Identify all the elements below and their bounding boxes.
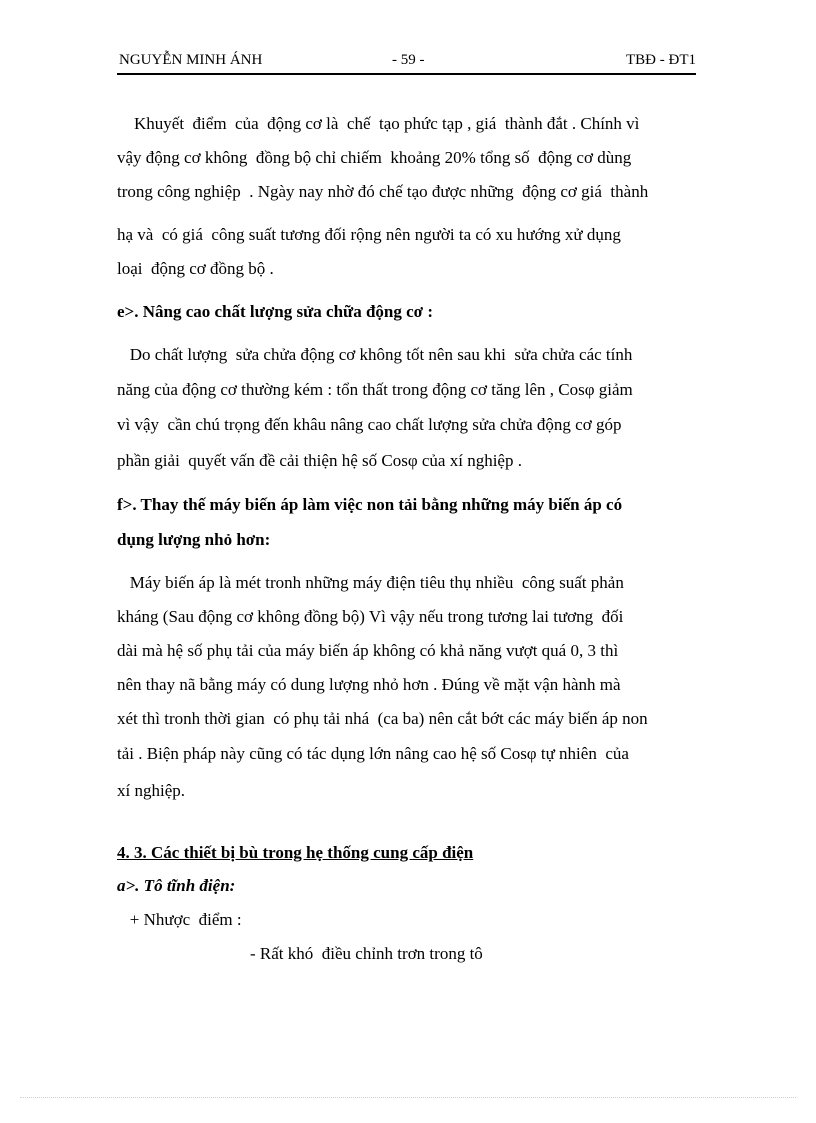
para3-line-5: xét thì tronh thời gian có phụ tải nhá (ca ba) nên cắt bớt các máy biến áp non — [117, 709, 648, 728]
header-author: NGUYỄN MINH ÁNH — [119, 52, 263, 68]
header-rule — [117, 73, 696, 75]
para3-line-1: Máy biến áp là mét tronh những máy điện tiêu thụ nhiều công suất phản — [117, 573, 624, 592]
para3-line-6: tải . Biện pháp này cũng có tác dụng lớn nâng cao hệ số Cosφ tự nhiên của — [117, 744, 629, 763]
para2-line-1: Do chất lượng sửa chửa động cơ không tốt nên sau khi sửa chửa các tính — [117, 345, 633, 364]
section-title: 4. 3. Các thiết bị bù trong hẹ thống cung cấp điện — [117, 843, 474, 862]
heading-f-line-1: f>. Thay thế máy biến áp làm việc non tải bằng những máy biến áp có — [117, 495, 623, 514]
para1-line-2: vậy động cơ không đồng bộ chỉ chiếm khoảng 20% tổng số động cơ dùng — [117, 148, 632, 167]
header-page-number: - 59 - — [392, 52, 425, 68]
para1-line-1: Khuyết điểm của động cơ là chế tạo phức tạp , giá thành đắt . Chính vì — [117, 114, 640, 133]
para3-line-2: kháng (Sau động cơ không đồng bộ) Vì vậy nếu trong tương lai tương đối — [117, 607, 624, 626]
list-item-1: - Rất khó điều chỉnh trơn trong tô — [250, 944, 483, 963]
heading-e: e>. Nâng cao chất lượng sửa chữa động cơ : — [117, 302, 434, 321]
para2-line-4: phần giải quyết vấn đề cải thiện hệ số Cosφ của xí nghiệp . — [117, 451, 522, 470]
header-code: TBĐ - ĐT1 — [626, 52, 696, 68]
para3-line-7: xí nghiệp. — [117, 781, 185, 800]
para1-line-3: trong công nghiệp . Ngày nay nhờ đó chế tạo được những động cơ giá thành — [117, 182, 649, 201]
para1-line-4: hạ và có giá công suất tương đối rộng nên người ta có xu hướng xử dụng — [117, 225, 621, 244]
para2-line-3: vì vậy cần chú trọng đến khâu nâng cao chất lượng sửa chửa động cơ góp — [117, 415, 622, 434]
heading-f-line-2: dụng lượng nhỏ hơn: — [117, 530, 271, 549]
para3-line-4: nên thay nã bằng máy có dung lượng nhỏ hơn . Đúng về mặt vận hành mà — [117, 675, 621, 694]
subheading-a: a>. Tô tĩnh điện: — [117, 876, 236, 895]
para3-line-3: dài mà hệ số phụ tải của máy biến áp không có khả năng vượt quá 0, 3 thì — [117, 641, 619, 660]
page-header — [117, 52, 696, 74]
para2-line-2: năng của động cơ thường kém : tổn thất trong động cơ tăng lên , Cosφ giảm — [117, 380, 633, 399]
nhuoc-diem-label: + Nhược điểm : — [117, 910, 242, 929]
para1-line-5: loại động cơ đồng bộ . — [117, 259, 274, 278]
page-bottom-border — [20, 1097, 796, 1098]
